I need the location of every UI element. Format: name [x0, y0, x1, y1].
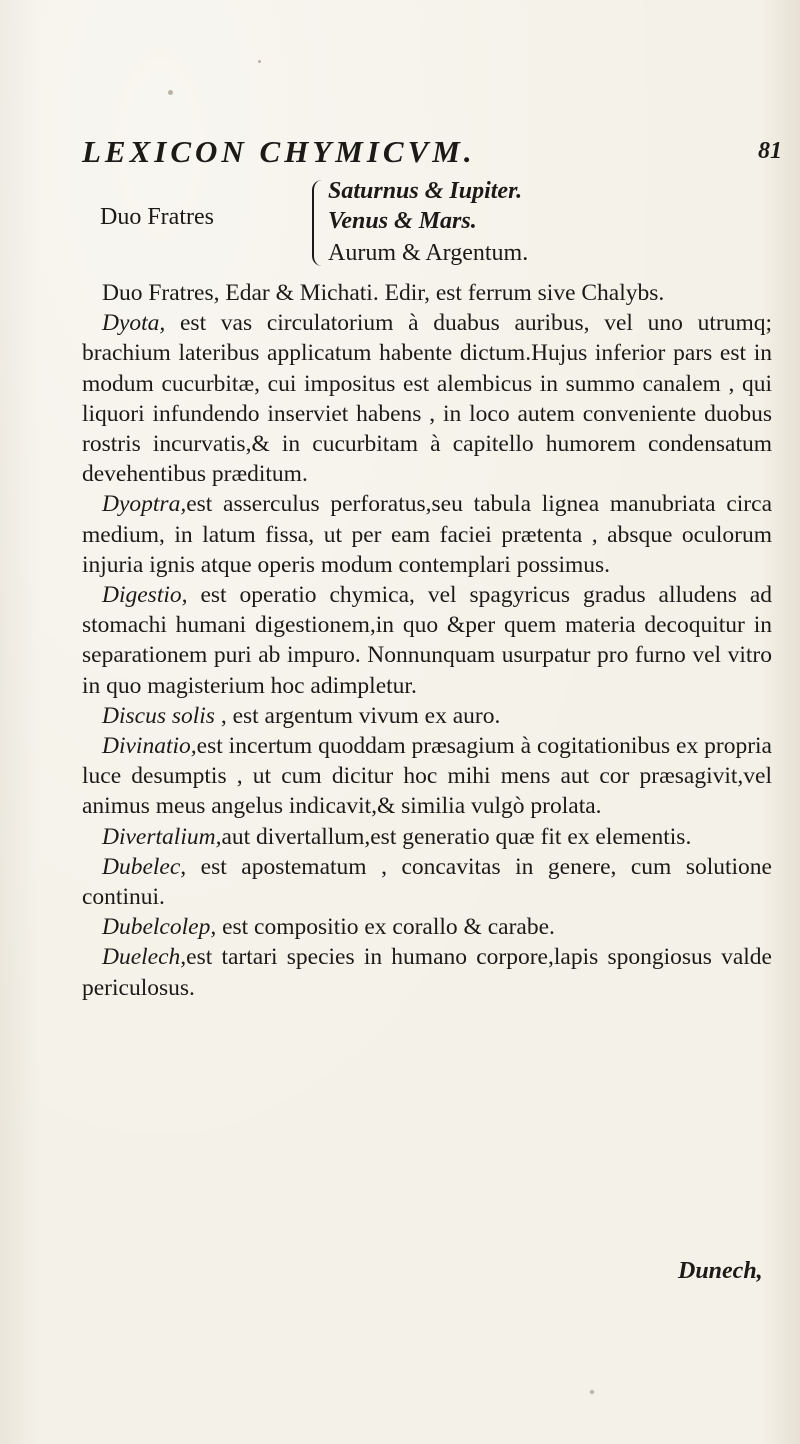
dictionary-entry — [82, 580, 772, 701]
dictionary-entry — [82, 942, 772, 1002]
page-number: 81 — [758, 138, 782, 164]
brace-icon — [312, 180, 324, 266]
lexicon-entries — [82, 278, 772, 1003]
entry-definition: est operatio chymica, vel spagyricus gradus alludens ad stomachi humani digestionem,in quo &per quem materia decoquitur in separationem puri ab impuro. Nonnunquam usurpatur pro furno vel vitro in quo magisterium hoc adimpletur. — [82, 582, 772, 699]
page-header — [82, 134, 782, 174]
entry-definition: , est argentum vivum ex auro. — [214, 702, 501, 729]
entry-term: Discus solis — [102, 702, 215, 729]
entry-definition: est vas circulatorium à duabus auribus, vel uno utrumq; brachium lateribus applicatum habente dictum.Hujus inferior pars est in modum cucurbitæ, cui impositus est alembicus in summo canalem , qui liquori infundendo inserviet habens , in loco autem conveniente duobus rostris incurvatis,& in cucurbitam à capitello humorem condensatum devehentibus præditum. — [82, 310, 772, 488]
entry-term: Dyoptra, — [102, 491, 187, 518]
entry-term: Digestio, — [102, 582, 188, 609]
paper-speck — [590, 1390, 594, 1394]
entry-definition: est tartari species in humano corpore,lapis spongiosus valde periculosus. — [82, 944, 772, 1001]
dictionary-entry — [82, 852, 772, 912]
entry-definition: est compositio ex corallo & carabe. — [216, 914, 555, 941]
entry-term: Divinatio, — [102, 733, 197, 760]
entry-term: Dubelec, — [102, 853, 187, 880]
catchword: Dunech, — [678, 1258, 763, 1284]
dictionary-entry — [82, 912, 772, 942]
entry-term: Dubelcolep, — [102, 914, 217, 941]
entry-definition: est apostematum , concavitas in genere, cum solutione continui. — [82, 853, 772, 911]
dictionary-entry — [82, 822, 772, 852]
entry-term: Duelech, — [102, 944, 187, 971]
paper-speck — [258, 60, 261, 63]
entry-term: Divertalium, — [102, 823, 222, 850]
fratres-pair: Aurum & Argentum. — [328, 240, 529, 266]
dictionary-entry — [82, 278, 772, 308]
entry-definition: aut divertallum,est generatio quæ fit ex elementis. — [221, 823, 692, 850]
duo-fratres-table — [100, 178, 780, 278]
fratres-pair: Venus & Mars. — [328, 208, 477, 234]
entry-definition: Duo Fratres, Edar & Michati. Edir, est ferrum sive Chalybs. — [102, 280, 665, 306]
entry-definition: est incertum quoddam præsagium à cogitationibus ex propria luce desumptis , ut cum dicitur hoc mihi mens aut cor præsagivit,vel animus meus angelus indicavit,& similia vulgò prolata. — [82, 733, 772, 820]
fratres-pair: Saturnus & Iupiter. — [328, 178, 523, 204]
dictionary-entry — [82, 701, 772, 731]
dictionary-entry — [82, 308, 772, 489]
duo-fratres-label: Duo Fratres — [100, 204, 214, 230]
running-title: LEXICON CHYMICVM. — [82, 134, 476, 169]
paper-speck — [168, 90, 173, 95]
dictionary-entry — [82, 489, 772, 580]
entry-definition: est asserculus perforatus,seu tabula lignea manubriata circa medium, in latum fissa, ut per eam faciei prætenta , absque oculorum injuria ignis atque operis modum contemplari possimus. — [82, 491, 772, 578]
dictionary-entry — [82, 731, 772, 822]
entry-term: Dyota, — [102, 310, 166, 337]
